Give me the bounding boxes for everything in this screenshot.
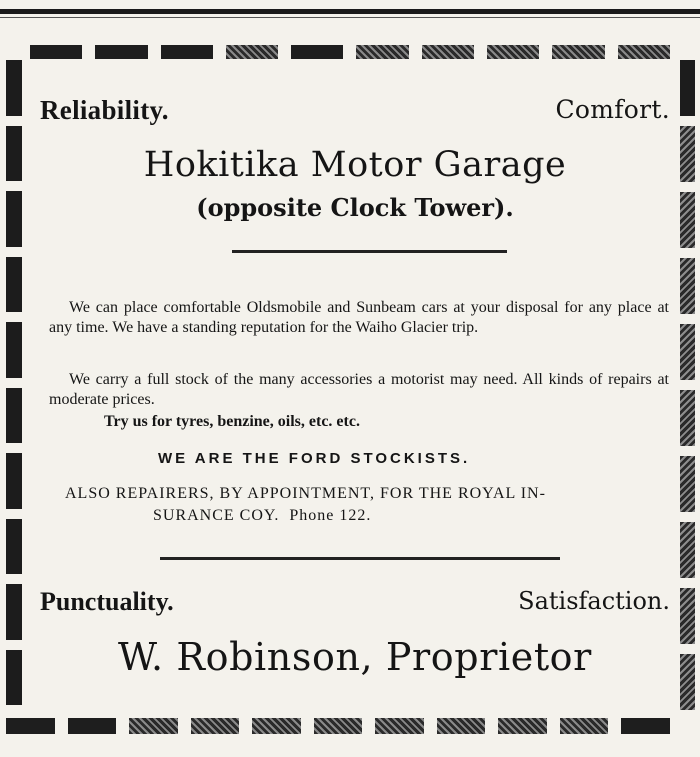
phone-number: Phone 122. xyxy=(289,507,372,524)
border-bar xyxy=(6,191,22,247)
border-bar xyxy=(680,324,695,380)
border-dash xyxy=(314,718,363,734)
top-thin-rule xyxy=(0,17,700,18)
slogan-satisfaction: Satisfaction. xyxy=(518,587,670,615)
border-bar xyxy=(680,522,695,578)
border-dash xyxy=(226,45,278,59)
border-dash xyxy=(129,718,178,734)
border-bar xyxy=(680,390,695,446)
border-dash xyxy=(487,45,539,59)
border-bar xyxy=(6,650,22,706)
border-dash xyxy=(6,718,55,734)
border-dash xyxy=(621,718,670,734)
border-dash xyxy=(356,45,408,59)
border-dash xyxy=(375,718,424,734)
paragraph-accessories: We carry a full stock of the many accessories a motorist may need. All kinds of repairs at moderate prices. xyxy=(49,371,669,408)
border-bar xyxy=(6,584,22,640)
border-bar xyxy=(6,453,22,509)
border-dash xyxy=(252,718,301,734)
bottom-border xyxy=(6,718,670,734)
border-bar xyxy=(680,192,695,248)
proprietor-name: W. Robinson, Proprietor xyxy=(118,635,592,679)
slogan-punctuality: Punctuality. xyxy=(40,587,174,616)
business-name: Hokitika Motor Garage xyxy=(143,145,567,185)
border-bar xyxy=(680,588,695,644)
advertisement xyxy=(40,95,670,705)
border-bar xyxy=(6,388,22,444)
border-dash xyxy=(560,718,609,734)
border-dash xyxy=(95,45,147,59)
business-location: (opposite Clock Tower). xyxy=(196,193,514,222)
border-dash xyxy=(498,718,547,734)
right-border xyxy=(680,60,695,710)
insurance-line-2-wrap xyxy=(65,505,665,527)
border-dash xyxy=(191,718,240,734)
top-slogans xyxy=(40,95,670,135)
insurance-line-1: ALSO REPAIRERS, BY APPOINTMENT, FOR THE ROYAL IN- xyxy=(65,485,546,502)
bottom-slogans xyxy=(40,587,670,627)
border-dash xyxy=(552,45,604,59)
border-dash xyxy=(437,718,486,734)
slogan-reliability: Reliability. xyxy=(40,95,169,125)
border-dash xyxy=(30,45,82,59)
border-bar xyxy=(680,654,695,710)
insurance-notice xyxy=(65,483,665,527)
tyres-line: Try us for tyres, benzine, oils, etc. etc. xyxy=(104,413,360,430)
top-rule xyxy=(0,9,700,14)
ford-stockists-line: WE ARE THE FORD STOCKISTS. xyxy=(158,450,471,467)
border-bar xyxy=(6,519,22,575)
border-bar xyxy=(6,126,22,182)
border-bar xyxy=(6,60,22,116)
border-bar xyxy=(680,126,695,182)
insurance-line-2: SURANCE COY. xyxy=(153,507,280,524)
divider-rule xyxy=(232,250,507,253)
border-bar xyxy=(680,258,695,314)
border-bar xyxy=(6,257,22,313)
divider-rule-lower xyxy=(160,557,560,560)
left-border xyxy=(6,60,22,705)
border-bar xyxy=(680,60,695,116)
border-dash xyxy=(422,45,474,59)
slogan-comfort: Comfort. xyxy=(555,95,670,124)
border-dash xyxy=(618,45,670,59)
paragraph-cars: We can place comfortable Oldsmobile and Sunbeam cars at your disposal for any place at any time. We have a standing reputation for the Waiho Glacier trip. xyxy=(49,299,669,336)
border-bar xyxy=(680,456,695,512)
border-dash xyxy=(291,45,343,59)
border-bar xyxy=(6,322,22,378)
border-dash xyxy=(161,45,213,59)
top-border xyxy=(30,45,670,59)
border-dash xyxy=(68,718,117,734)
